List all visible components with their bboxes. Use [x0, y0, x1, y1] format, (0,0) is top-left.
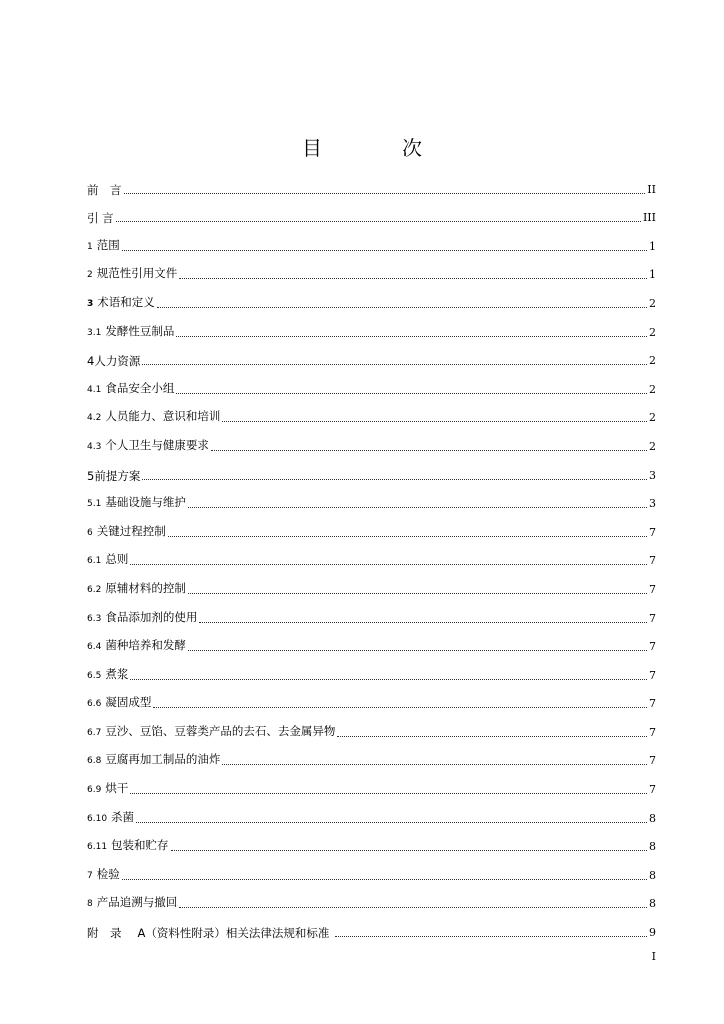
toc-entry-page: III [642, 211, 656, 225]
toc-entry-page: 3 [649, 468, 656, 482]
toc-entry-number: 6.3 [87, 613, 102, 624]
toc-entry[interactable] [87, 854, 656, 883]
toc-leader-dots [168, 536, 647, 537]
toc-entry-number: 5 [87, 468, 95, 483]
toc-entry-label: 6.4 菌种培养和发酵 [87, 638, 186, 653]
toc-entry[interactable] [87, 425, 656, 454]
toc-entry-label: 6.6 凝固成型 [87, 695, 152, 710]
toc-leader-dots [179, 907, 647, 908]
toc-entry-number: 3.1 [87, 327, 102, 338]
toc-entry-number: 2 [87, 270, 93, 281]
toc-entry[interactable] [87, 654, 656, 683]
toc-entry-number: 6.4 [87, 642, 102, 653]
toc-entry-label: 2 规范性引用文件 [87, 266, 178, 281]
toc-list [87, 168, 656, 940]
toc-entry[interactable] [87, 597, 656, 626]
toc-title: 目 次 [302, 136, 452, 160]
toc-entry-label: 7 检验 [87, 866, 120, 881]
toc-entry-label: 6.2 原辅材料的控制 [87, 580, 186, 595]
toc-entry-number: 4.3 [87, 441, 102, 452]
toc-entry-number: 4 [87, 354, 95, 369]
toc-entry[interactable] [87, 797, 656, 826]
toc-entry-number: 6 [87, 527, 93, 538]
toc-entry-number: 6.11 [87, 842, 108, 853]
toc-entry[interactable] [87, 197, 656, 226]
toc-entry[interactable] [87, 883, 656, 912]
toc-entry-page: 2 [649, 296, 656, 310]
toc-entry-number: 6.1 [87, 556, 102, 567]
toc-entry-label: 6.5 煮浆 [87, 666, 129, 681]
toc-entry-number: 4.1 [87, 384, 102, 395]
toc-entry-label: 3.1 发酵性豆制品 [87, 323, 175, 338]
toc-entry[interactable] [87, 397, 656, 426]
toc-entry-page: 7 [649, 525, 656, 539]
toc-entry[interactable] [87, 454, 656, 483]
toc-entry-page: 2 [649, 411, 656, 425]
toc-leader-dots [130, 793, 647, 794]
toc-entry[interactable] [87, 911, 656, 940]
toc-leader-dots [130, 679, 647, 680]
toc-entry-number: 6.10 [87, 813, 108, 824]
toc-entry[interactable] [87, 826, 656, 855]
toc-leader-dots [337, 736, 647, 737]
toc-leader-dots [222, 764, 647, 765]
toc-entry-page: 1 [649, 268, 656, 282]
toc-entry-number: 6.9 [87, 785, 102, 796]
toc-entry-page: 8 [649, 868, 656, 882]
toc-entry-page: 8 [649, 840, 656, 854]
toc-entry-label: 6.7 豆沙、豆馅、豆蓉类产品的去石、去金属异物 [87, 723, 336, 738]
toc-entry-number: 1 [87, 241, 93, 252]
toc-leader-dots [142, 479, 647, 480]
toc-entry[interactable] [87, 626, 656, 655]
toc-entry[interactable] [87, 483, 656, 512]
toc-entry-page: 8 [649, 897, 656, 911]
toc-leader-dots [188, 507, 647, 508]
toc-entry-number: 6.2 [87, 584, 102, 595]
toc-leader-dots [188, 650, 647, 651]
toc-entry-page: II [647, 182, 656, 196]
toc-entry[interactable] [87, 540, 656, 569]
toc-entry-page: 7 [649, 697, 656, 711]
toc-entry[interactable] [87, 568, 656, 597]
toc-entry[interactable] [87, 282, 656, 311]
page-number: I [651, 950, 656, 963]
toc-entry-number: 5.1 [87, 499, 102, 510]
toc-entry-page: 7 [649, 582, 656, 596]
toc-entry-label: 4.2 人员能力、意识和培训 [87, 409, 221, 424]
toc-leader-dots [179, 278, 647, 279]
toc-leader-dots [176, 393, 647, 394]
toc-entry-page: 7 [649, 668, 656, 682]
toc-leader-dots [122, 250, 647, 251]
toc-entry-number: 7 [87, 870, 93, 881]
toc-entry-number: 4.2 [87, 413, 102, 424]
toc-entry[interactable] [87, 768, 656, 797]
toc-entry-label: 6.10 杀菌 [87, 809, 135, 824]
toc-entry-label: 4人力资源 [87, 354, 141, 369]
toc-entry-page: 9 [649, 926, 656, 940]
toc-entry-label: 3 术语和定义 [87, 294, 155, 309]
toc-entry-label: 1 范围 [87, 237, 120, 252]
toc-entry-number: 3 [87, 298, 94, 309]
toc-leader-dots [142, 364, 647, 365]
toc-leader-dots [222, 421, 647, 422]
toc-entry-page: 7 [649, 783, 656, 797]
toc-entry-label: 6.8 豆腐再加工制品的油炸 [87, 752, 221, 767]
toc-entry-page: 7 [649, 754, 656, 768]
toc-entry-label: 6 关键过程控制 [87, 523, 166, 538]
toc-entry[interactable] [87, 168, 656, 197]
toc-entry[interactable] [87, 311, 656, 340]
toc-entry-page: 1 [649, 239, 656, 253]
toc-entry-label [87, 926, 333, 940]
toc-leader-dots [211, 450, 647, 451]
toc-leader-dots [188, 593, 647, 594]
appendix-title: A（资料性附录）相关法律法规和标准 [137, 926, 330, 941]
toc-entry[interactable] [87, 368, 656, 397]
toc-entry-number: 6.8 [87, 756, 102, 767]
toc-leader-dots [136, 822, 647, 823]
toc-entry-page: 2 [649, 382, 656, 396]
toc-entry-label: 前 言 [87, 182, 122, 197]
appendix-label: 附 录 [87, 926, 122, 941]
toc-entry-label: 6.11 包装和贮存 [87, 838, 169, 853]
toc-leader-dots [176, 336, 647, 337]
toc-entry-page: 7 [649, 640, 656, 654]
toc-entry-page: 2 [649, 439, 656, 453]
toc-entry-label: 5前提方案 [87, 468, 141, 483]
toc-entry-number: 8 [87, 899, 93, 910]
toc-entry[interactable] [87, 683, 656, 712]
toc-entry[interactable] [87, 254, 656, 283]
toc-entry-page: 3 [649, 497, 656, 511]
toc-entry-label: 6.3 食品添加剂的使用 [87, 609, 198, 624]
toc-entry-number: 6.7 [87, 727, 102, 738]
toc-leader-dots [122, 879, 647, 880]
toc-entry-page: 7 [649, 611, 656, 625]
toc-leader-dots [124, 193, 646, 194]
toc-leader-dots [335, 936, 647, 937]
toc-leader-dots [157, 307, 647, 308]
toc-entry-page: 7 [649, 725, 656, 739]
toc-entry[interactable] [87, 711, 656, 740]
toc-entry-label: 4.1 食品安全小组 [87, 380, 175, 395]
toc-entry-page: 8 [649, 811, 656, 825]
toc-entry-number: 6.5 [87, 670, 102, 681]
toc-entry-page: 2 [649, 325, 656, 339]
toc-leader-dots [130, 564, 647, 565]
toc-entry-number: 6.6 [87, 699, 102, 710]
toc-entry[interactable] [87, 511, 656, 540]
toc-entry-label: 5.1 基础设施与维护 [87, 495, 186, 510]
toc-entry-label: 6.9 烘干 [87, 781, 129, 796]
toc-leader-dots [171, 850, 647, 851]
toc-entry-label: 4.3 个人卫生与健康要求 [87, 437, 209, 452]
toc-entry[interactable] [87, 340, 656, 369]
toc-entry[interactable] [87, 740, 656, 769]
toc-entry-label: 8 产品追溯与撤回 [87, 895, 178, 910]
toc-leader-dots [116, 221, 641, 222]
toc-entry-label: 引 言 [87, 211, 114, 226]
toc-entry-page: 2 [649, 354, 656, 368]
toc-leader-dots [153, 707, 647, 708]
toc-entry-page: 7 [649, 554, 656, 568]
toc-leader-dots [199, 622, 647, 623]
toc-entry-label: 6.1 总则 [87, 552, 129, 567]
toc-entry[interactable] [87, 225, 656, 254]
